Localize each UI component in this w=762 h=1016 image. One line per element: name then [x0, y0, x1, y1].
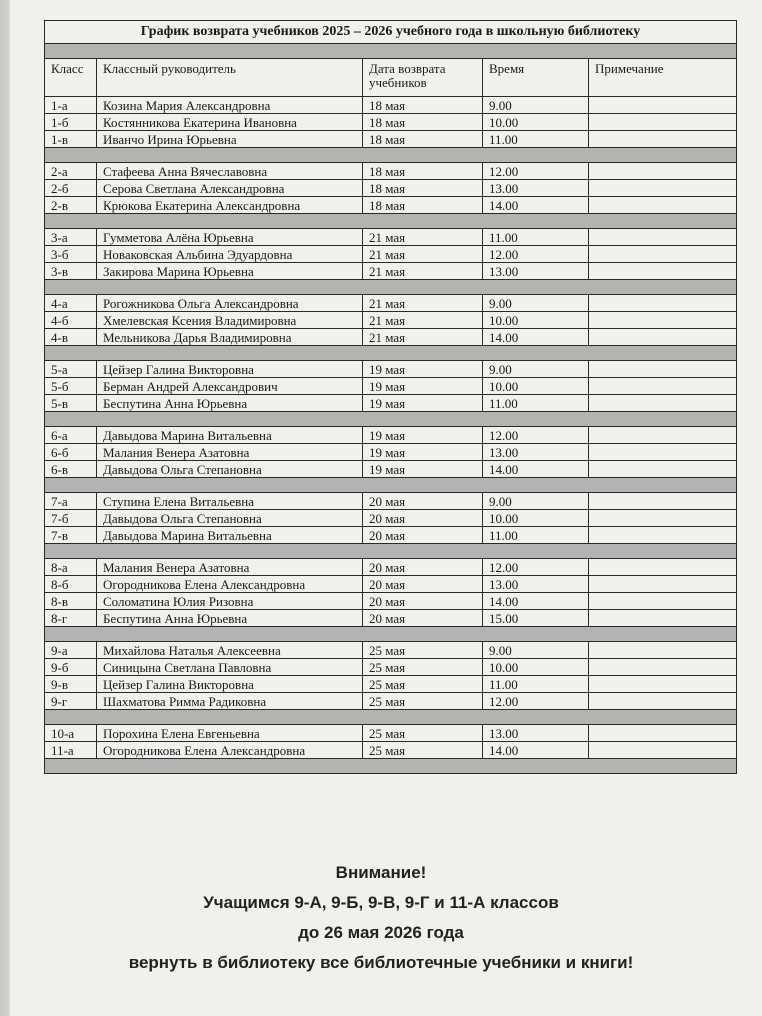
table-row — [45, 114, 737, 131]
cell-teacher: Михайлова Наталья Алексеевна — [97, 642, 363, 659]
separator-row — [45, 148, 737, 163]
cell-class: 6-б — [45, 444, 97, 461]
cell-time: 12.00 — [483, 693, 589, 710]
table-row — [45, 493, 737, 510]
cell-class: 5-в — [45, 395, 97, 412]
table-row — [45, 180, 737, 197]
cell-note — [589, 576, 737, 593]
table-row — [45, 559, 737, 576]
cell-class: 3-б — [45, 246, 97, 263]
cell-teacher: Козина Мария Александровна — [97, 97, 363, 114]
cell-class: 4-в — [45, 329, 97, 346]
cell-class: 4-б — [45, 312, 97, 329]
cell-class: 10-а — [45, 725, 97, 742]
cell-teacher: Цейзер Галина Викторовна — [97, 676, 363, 693]
cell-date: 25 мая — [363, 659, 483, 676]
schedule-body — [45, 97, 737, 774]
cell-class: 7-б — [45, 510, 97, 527]
table-row — [45, 725, 737, 742]
schedule-table — [44, 20, 737, 774]
cell-teacher: Цейзер Галина Викторовна — [97, 361, 363, 378]
cell-time: 12.00 — [483, 559, 589, 576]
header-class: Класс — [45, 59, 97, 97]
cell-class: 9-в — [45, 676, 97, 693]
cell-class: 2-в — [45, 197, 97, 214]
cell-note — [589, 493, 737, 510]
notice-line: вернуть в библиотеку все библиотечные учебники и книги! — [128, 953, 634, 972]
table-row — [45, 312, 737, 329]
table-row — [45, 527, 737, 544]
separator-row — [45, 44, 737, 59]
cell-date: 18 мая — [363, 163, 483, 180]
cell-time: 10.00 — [483, 312, 589, 329]
cell-class: 6-а — [45, 427, 97, 444]
cell-time: 11.00 — [483, 676, 589, 693]
cell-date: 21 мая — [363, 229, 483, 246]
table-row — [45, 610, 737, 627]
cell-class: 2-б — [45, 180, 97, 197]
cell-time: 14.00 — [483, 329, 589, 346]
cell-note — [589, 97, 737, 114]
separator-row — [45, 478, 737, 493]
notice-line: Учащимся 9-А, 9-Б, 9-В, 9-Г и 11-А классов — [203, 893, 559, 912]
cell-date: 18 мая — [363, 180, 483, 197]
cell-time: 10.00 — [483, 659, 589, 676]
cell-date: 25 мая — [363, 742, 483, 759]
cell-class: 9-б — [45, 659, 97, 676]
cell-date: 25 мая — [363, 725, 483, 742]
cell-time: 13.00 — [483, 576, 589, 593]
cell-date: 20 мая — [363, 559, 483, 576]
cell-time: 13.00 — [483, 444, 589, 461]
cell-teacher: Давыдова Ольга Степановна — [97, 461, 363, 478]
separator-row — [45, 346, 737, 361]
cell-note — [589, 246, 737, 263]
cell-teacher: Иванчо Ирина Юрьевна — [97, 131, 363, 148]
cell-date: 19 мая — [363, 427, 483, 444]
cell-note — [589, 295, 737, 312]
cell-class: 3-а — [45, 229, 97, 246]
cell-note — [589, 642, 737, 659]
cell-teacher: Костянникова Екатерина Ивановна — [97, 114, 363, 131]
cell-note — [589, 725, 737, 742]
notice-heading: Внимание! — [335, 863, 427, 882]
cell-note — [589, 461, 737, 478]
cell-time: 9.00 — [483, 295, 589, 312]
cell-date: 18 мая — [363, 197, 483, 214]
cell-class: 9-г — [45, 693, 97, 710]
table-row — [45, 510, 737, 527]
cell-time: 10.00 — [483, 378, 589, 395]
cell-time: 14.00 — [483, 197, 589, 214]
cell-note — [589, 131, 737, 148]
cell-time: 12.00 — [483, 246, 589, 263]
header-row — [45, 59, 737, 97]
cell-date: 18 мая — [363, 97, 483, 114]
cell-date: 20 мая — [363, 593, 483, 610]
cell-date: 21 мая — [363, 295, 483, 312]
table-row — [45, 361, 737, 378]
cell-date: 21 мая — [363, 263, 483, 280]
header-teacher: Классный руководитель — [97, 59, 363, 97]
cell-teacher: Соломатина Юлия Ризовна — [97, 593, 363, 610]
cell-time: 9.00 — [483, 361, 589, 378]
cell-note — [589, 593, 737, 610]
separator-row — [45, 627, 737, 642]
table-row — [45, 427, 737, 444]
separator-row — [45, 710, 737, 725]
cell-note — [589, 229, 737, 246]
cell-teacher: Серова Светлана Александровна — [97, 180, 363, 197]
separator-row — [45, 412, 737, 427]
table-row — [45, 295, 737, 312]
cell-teacher: Крюкова Екатерина Александровна — [97, 197, 363, 214]
cell-teacher: Берман Андрей Александрович — [97, 378, 363, 395]
cell-teacher: Синицына Светлана Павловна — [97, 659, 363, 676]
cell-teacher: Беспутина Анна Юрьевна — [97, 610, 363, 627]
cell-date: 18 мая — [363, 114, 483, 131]
table-row — [45, 163, 737, 180]
header-date: Дата возврата учебников — [363, 59, 483, 97]
cell-teacher: Малания Венера Азатовна — [97, 444, 363, 461]
cell-teacher: Хмелевская Ксения Владимировна — [97, 312, 363, 329]
cell-time: 11.00 — [483, 131, 589, 148]
cell-time: 11.00 — [483, 395, 589, 412]
cell-class: 8-б — [45, 576, 97, 593]
cell-note — [589, 693, 737, 710]
separator-row — [45, 280, 737, 295]
cell-time: 9.00 — [483, 642, 589, 659]
cell-class: 1-в — [45, 131, 97, 148]
cell-date: 20 мая — [363, 610, 483, 627]
cell-note — [589, 395, 737, 412]
table-row — [45, 593, 737, 610]
cell-note — [589, 378, 737, 395]
cell-time: 10.00 — [483, 114, 589, 131]
cell-class: 9-а — [45, 642, 97, 659]
table-row — [45, 742, 737, 759]
cell-date: 21 мая — [363, 246, 483, 263]
notice-line: до 26 мая 2026 года — [298, 923, 464, 942]
cell-time: 13.00 — [483, 725, 589, 742]
cell-teacher: Гумметова Алёна Юрьевна — [97, 229, 363, 246]
cell-time: 13.00 — [483, 263, 589, 280]
table-row — [45, 197, 737, 214]
cell-time: 9.00 — [483, 493, 589, 510]
separator-row — [45, 759, 737, 774]
table-row — [45, 246, 737, 263]
cell-time: 11.00 — [483, 527, 589, 544]
table-row — [45, 693, 737, 710]
cell-teacher: Малания Венера Азатовна — [97, 559, 363, 576]
table-row — [45, 378, 737, 395]
cell-date: 21 мая — [363, 312, 483, 329]
cell-class: 8-в — [45, 593, 97, 610]
table-row — [45, 642, 737, 659]
cell-date: 18 мая — [363, 131, 483, 148]
cell-class: 7-а — [45, 493, 97, 510]
cell-date: 25 мая — [363, 676, 483, 693]
cell-time: 12.00 — [483, 427, 589, 444]
cell-note — [589, 527, 737, 544]
cell-note — [589, 444, 737, 461]
header-time: Время — [483, 59, 589, 97]
cell-time: 10.00 — [483, 510, 589, 527]
cell-note — [589, 427, 737, 444]
cell-date: 25 мая — [363, 693, 483, 710]
table-row — [45, 676, 737, 693]
table-row — [45, 576, 737, 593]
cell-class: 1-а — [45, 97, 97, 114]
cell-time: 15.00 — [483, 610, 589, 627]
cell-time: 13.00 — [483, 180, 589, 197]
table-title: График возврата учебников 2025 – 2026 учебного года в школьную библиотеку — [45, 21, 737, 44]
cell-note — [589, 263, 737, 280]
cell-class: 3-в — [45, 263, 97, 280]
cell-teacher: Ступина Елена Витальевна — [97, 493, 363, 510]
cell-time: 14.00 — [483, 742, 589, 759]
cell-date: 19 мая — [363, 395, 483, 412]
cell-note — [589, 114, 737, 131]
cell-class: 5-а — [45, 361, 97, 378]
cell-teacher: Давыдова Марина Витальевна — [97, 427, 363, 444]
notice-block — [0, 858, 762, 978]
cell-note — [589, 329, 737, 346]
cell-teacher: Новаковская Альбина Эдуардовна — [97, 246, 363, 263]
cell-teacher: Огородникова Елена Александровна — [97, 742, 363, 759]
cell-class: 8-а — [45, 559, 97, 576]
separator-row — [45, 214, 737, 229]
cell-date: 19 мая — [363, 378, 483, 395]
cell-teacher: Огородникова Елена Александровна — [97, 576, 363, 593]
cell-class: 5-б — [45, 378, 97, 395]
cell-time: 12.00 — [483, 163, 589, 180]
table-row — [45, 131, 737, 148]
cell-note — [589, 361, 737, 378]
cell-note — [589, 610, 737, 627]
cell-time: 14.00 — [483, 593, 589, 610]
table-row — [45, 395, 737, 412]
cell-teacher: Мельникова Дарья Владимировна — [97, 329, 363, 346]
cell-time: 9.00 — [483, 97, 589, 114]
cell-class: 11-а — [45, 742, 97, 759]
cell-note — [589, 742, 737, 759]
cell-date: 20 мая — [363, 576, 483, 593]
cell-date: 19 мая — [363, 461, 483, 478]
table-row — [45, 329, 737, 346]
cell-class: 2-а — [45, 163, 97, 180]
cell-teacher: Закирова Марина Юрьевна — [97, 263, 363, 280]
cell-date: 25 мая — [363, 642, 483, 659]
cell-teacher: Шахматова Римма Радиковна — [97, 693, 363, 710]
table-row — [45, 97, 737, 114]
cell-time: 14.00 — [483, 461, 589, 478]
cell-date: 20 мая — [363, 510, 483, 527]
schedule-sheet — [44, 20, 736, 774]
cell-class: 6-в — [45, 461, 97, 478]
cell-class: 1-б — [45, 114, 97, 131]
cell-class: 7-в — [45, 527, 97, 544]
cell-note — [589, 559, 737, 576]
table-row — [45, 229, 737, 246]
table-row — [45, 659, 737, 676]
cell-teacher: Давыдова Марина Витальевна — [97, 527, 363, 544]
cell-teacher: Беспутина Анна Юрьевна — [97, 395, 363, 412]
cell-note — [589, 510, 737, 527]
cell-note — [589, 180, 737, 197]
cell-date: 19 мая — [363, 361, 483, 378]
cell-note — [589, 163, 737, 180]
cell-date: 19 мая — [363, 444, 483, 461]
cell-date: 20 мая — [363, 527, 483, 544]
cell-note — [589, 197, 737, 214]
cell-class: 8-г — [45, 610, 97, 627]
table-row — [45, 444, 737, 461]
cell-note — [589, 676, 737, 693]
cell-teacher: Стафеева Анна Вячеславовна — [97, 163, 363, 180]
header-note: Примечание — [589, 59, 737, 97]
cell-date: 21 мая — [363, 329, 483, 346]
separator-row — [45, 544, 737, 559]
cell-note — [589, 312, 737, 329]
table-row — [45, 263, 737, 280]
cell-teacher: Порохина Елена Евгеньевна — [97, 725, 363, 742]
cell-date: 20 мая — [363, 493, 483, 510]
cell-note — [589, 659, 737, 676]
cell-time: 11.00 — [483, 229, 589, 246]
cell-teacher: Давыдова Ольга Степановна — [97, 510, 363, 527]
table-row — [45, 461, 737, 478]
title-row — [45, 21, 737, 44]
cell-teacher: Рогожникова Ольга Александровна — [97, 295, 363, 312]
cell-class: 4-а — [45, 295, 97, 312]
